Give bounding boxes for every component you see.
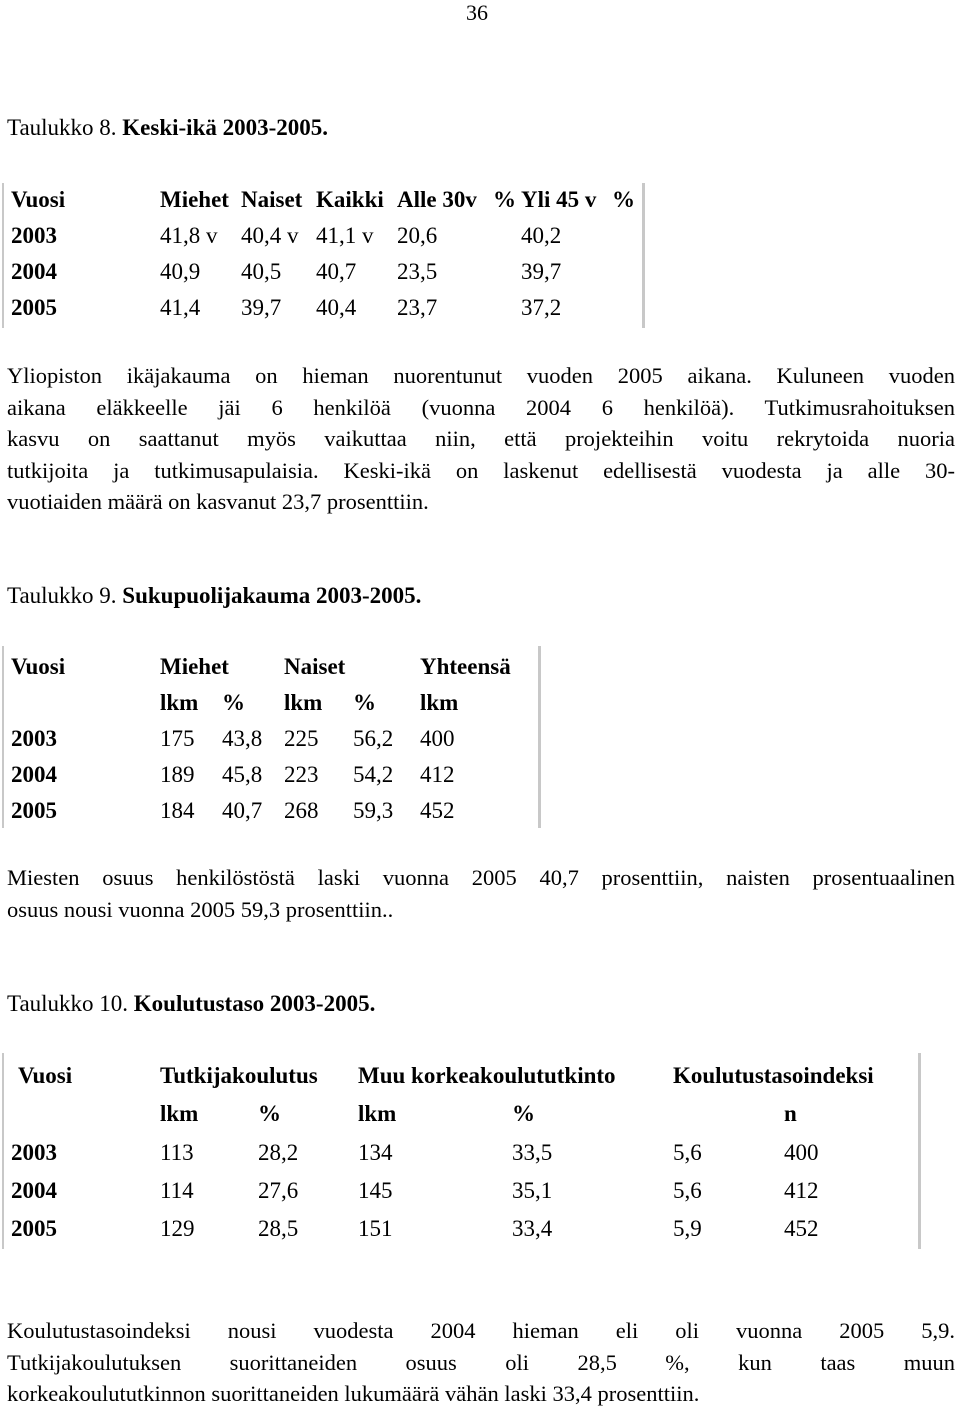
table9-header-naiset: Naiset (284, 654, 346, 679)
table8-header-naiset: Naiset (241, 187, 303, 212)
table10-cell: 27,6 (258, 1178, 299, 1203)
table9-subheader: % (222, 690, 245, 715)
table10-cell: 28,5 (258, 1216, 299, 1241)
table10-cell: 114 (160, 1178, 194, 1203)
table10-cell: 452 (784, 1216, 819, 1241)
table8-header-yli45-pct: % (612, 187, 635, 212)
table8-cell: 40,2 (521, 223, 562, 248)
paragraph-line: Tutkijakoulutuksen suorittaneiden osuus oli 28,5 %, kun taas muun (7, 1349, 955, 1375)
table10-row-year: 2003 (11, 1140, 57, 1165)
table10-cell: 33,5 (512, 1140, 553, 1165)
table10 (0, 1053, 960, 1253)
paragraph-education-level (7, 1315, 955, 1410)
table10-cell: 151 (358, 1216, 393, 1241)
paragraph-line: korkeakoulututkinnon suorittaneiden lukumäärä vähän laski 33,4 prosenttiin. (7, 1381, 700, 1406)
table8-cell: 40,9 (160, 259, 201, 284)
table8-header-miehet: Miehet (160, 187, 229, 212)
table9-row-year: 2005 (11, 798, 57, 823)
table8-cell: 23,5 (397, 259, 438, 284)
table9-right-border (538, 646, 541, 828)
paragraph-line: Miesten osuus henkilöstöstä laski vuonna 2005 40,7 prosenttiin, naisten prosentuaalinen (7, 865, 955, 890)
table8-header-kaikki: Kaikki (316, 187, 384, 212)
table10-header-koulutustasoindeksi: Koulutustasoindeksi (673, 1063, 874, 1088)
table8-cell: 41,4 (160, 295, 201, 320)
table10-cell: 400 (784, 1140, 819, 1165)
table9-left-border (2, 646, 4, 828)
table10-right-border (918, 1053, 921, 1249)
table10-cell: 113 (160, 1140, 194, 1165)
table8-row-year: 2004 (11, 259, 57, 284)
paragraph-line: Koulutustasoindeksi nousi vuodesta 2004 hieman eli oli vuonna 2005 5,9. (7, 1318, 955, 1343)
table9-row-year: 2003 (11, 726, 57, 751)
table9 (0, 646, 960, 836)
table8-caption-title: Keski-ikä 2003-2005. (122, 115, 329, 140)
table10-subheader: % (512, 1101, 535, 1126)
table8 (0, 183, 960, 333)
table9-header-yhteensa: Yhteensä (420, 654, 511, 679)
table10-subheader: % (258, 1101, 281, 1126)
table10-subheader: lkm (358, 1101, 397, 1126)
table10-cell: 33,4 (512, 1216, 553, 1241)
table10-cell: 412 (784, 1178, 819, 1203)
table9-header-vuosi: Vuosi (11, 654, 66, 679)
table9-cell: 175 (160, 726, 195, 751)
table9-cell: 400 (420, 726, 455, 751)
table10-cell: 129 (160, 1216, 195, 1241)
table10-subheader: n (784, 1101, 797, 1126)
table9-row-year: 2004 (11, 762, 57, 787)
table8-row-year: 2003 (11, 223, 57, 248)
table8-header-alle30-pct: % (493, 187, 516, 212)
table8-row-year: 2005 (11, 295, 57, 320)
table9-subheader: lkm (284, 690, 323, 715)
table9-cell: 412 (420, 762, 455, 787)
table10-header-muu-korkeakoulututkinto: Muu korkeakoulututkinto (358, 1063, 616, 1088)
table8-cell: 40,5 (241, 259, 282, 284)
page-number: 36 (466, 0, 488, 25)
table9-subheader: lkm (160, 690, 199, 715)
paragraph-line: osuus nousi vuonna 2005 59,3 prosenttiin.. (7, 896, 394, 922)
table10-cell: 5,6 (673, 1140, 702, 1165)
table8-cell: 41,8 v (160, 223, 218, 248)
table10-caption (7, 991, 375, 1017)
table9-cell: 54,2 (353, 762, 394, 787)
table10-cell: 134 (358, 1140, 393, 1165)
table8-header-alle30: Alle 30v (397, 187, 477, 212)
table10-cell: 5,9 (673, 1216, 702, 1241)
paragraph-line: Yliopiston ikäjakauma on hieman nuorentunut vuoden 2005 aikana. Kuluneen vuoden (7, 363, 955, 388)
table10-row-year: 2005 (11, 1216, 57, 1241)
table9-cell: 45,8 (222, 762, 263, 787)
table10-cell: 5,6 (673, 1178, 702, 1203)
table9-subheader: % (353, 690, 376, 715)
table10-header-vuosi: Vuosi (18, 1063, 73, 1088)
table10-cell: 35,1 (512, 1178, 553, 1203)
table8-cell: 37,2 (521, 295, 562, 320)
table8-left-border (2, 183, 4, 328)
table9-cell: 452 (420, 798, 455, 823)
table10-header-tutkijakoulutus: Tutkijakoulutus (160, 1063, 318, 1088)
table10-cell: 145 (358, 1178, 393, 1203)
table10-caption-prefix: Taulukko 10. (7, 991, 134, 1016)
table9-cell: 43,8 (222, 726, 263, 751)
paragraph-age-distribution (7, 360, 955, 518)
table8-cell: 39,7 (521, 259, 562, 284)
table9-cell: 189 (160, 762, 195, 787)
table10-row-year: 2004 (11, 1178, 57, 1203)
table10-subheader: lkm (160, 1101, 199, 1126)
table8-cell: 40,4 v (241, 223, 299, 248)
paragraph-line: aikana eläkkeelle jäi 6 henkilöä (vuonna 2004 6 henkilöä). Tutkimusrahoituksen (7, 394, 955, 420)
table8-caption (7, 115, 328, 141)
paragraph-line: kasvu on saattanut myös vaikuttaa niin, että projekteihin voitu rekrytoida nuoria (7, 426, 955, 451)
table9-cell: 56,2 (353, 726, 394, 751)
table8-cell: 40,4 (316, 295, 357, 320)
paragraph-line: vuotiaiden määrä on kasvanut 23,7 prosenttiin. (7, 489, 429, 514)
table8-right-border (642, 183, 645, 328)
paragraph-gender-share (7, 862, 955, 925)
table8-cell: 41,1 v (316, 223, 374, 248)
table9-cell: 225 (284, 726, 319, 751)
table8-cell: 20,6 (397, 223, 438, 248)
table9-caption (7, 583, 421, 609)
table8-cell: 23,7 (397, 295, 438, 320)
table9-cell: 268 (284, 798, 319, 823)
table8-header-vuosi: Vuosi (11, 187, 66, 212)
table9-subheader: lkm (420, 690, 459, 715)
table8-header-yli45: Yli 45 v (521, 187, 597, 212)
table10-caption-title: Koulutustaso 2003-2005. (133, 991, 376, 1016)
table9-cell: 223 (284, 762, 319, 787)
table9-cell: 40,7 (222, 798, 263, 823)
table9-cell: 59,3 (353, 798, 394, 823)
table8-caption-prefix: Taulukko 8. (7, 115, 123, 140)
table8-cell: 40,7 (316, 259, 357, 284)
table10-cell: 28,2 (258, 1140, 299, 1165)
paragraph-line: tutkijoita ja tutkimusapulaisia. Keski-ikä on laskenut edellisestä vuodesta ja alle 30- (7, 457, 955, 483)
table9-cell: 184 (160, 798, 195, 823)
table9-header-miehet: Miehet (160, 654, 229, 679)
table10-left-border (2, 1053, 4, 1249)
table9-caption-prefix: Taulukko 9. (7, 583, 123, 608)
table9-caption-title: Sukupuolijakauma 2003-2005. (122, 583, 422, 608)
table8-cell: 39,7 (241, 295, 282, 320)
